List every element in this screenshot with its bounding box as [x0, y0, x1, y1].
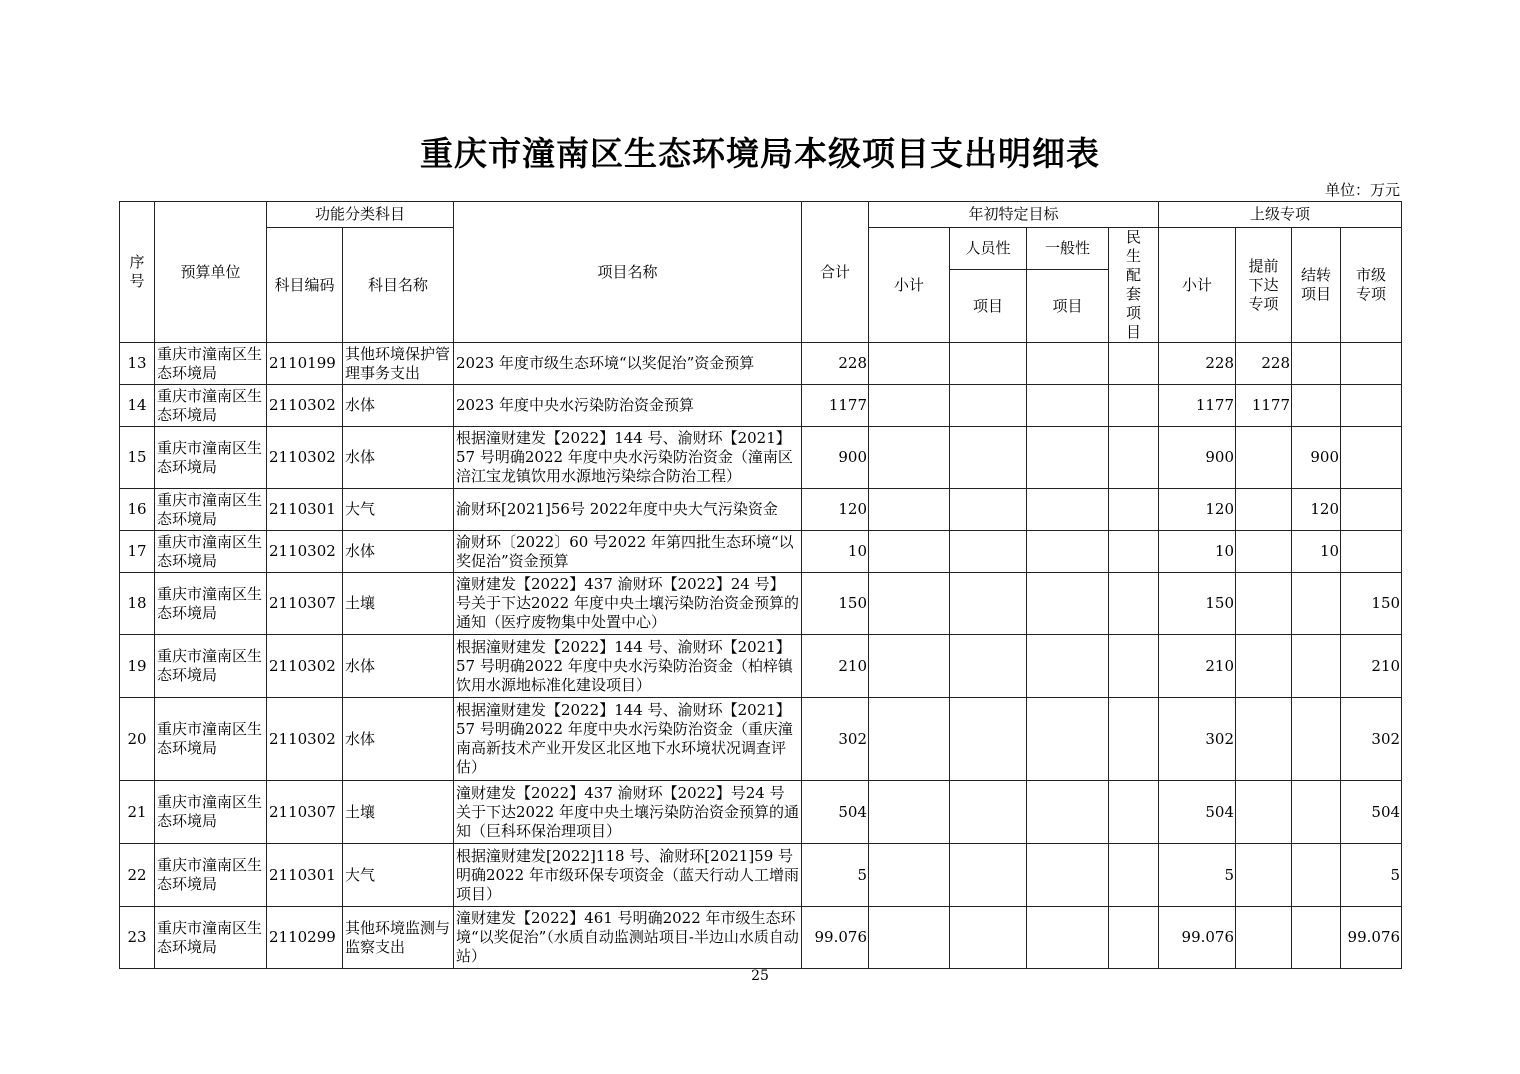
cell-carry: [1292, 781, 1341, 844]
cell-carry: [1292, 698, 1341, 781]
cell-city: 5: [1341, 844, 1402, 907]
cell-sup-sub: 900: [1159, 427, 1236, 489]
cell-project: 2023 年度市级生态环境“以奖促治”资金预算: [454, 343, 802, 385]
cell-advance: [1236, 489, 1292, 531]
cell-code: 2110302: [267, 635, 343, 698]
cell-advance: [1236, 844, 1292, 907]
unit-label: 单位：万元: [1324, 181, 1400, 199]
cell-sub: [869, 385, 950, 427]
cell-live: [1109, 635, 1159, 698]
cell-seq: 19: [120, 635, 155, 698]
cell-sub: [869, 489, 950, 531]
cell-live: [1109, 385, 1159, 427]
cell-subject: 水体: [343, 427, 454, 489]
cell-seq: 18: [120, 573, 155, 635]
cell-subject: 大气: [343, 844, 454, 907]
cell-pers: [950, 343, 1027, 385]
cell-sub: [869, 781, 950, 844]
cell-city: [1341, 343, 1402, 385]
cell-total: 302: [802, 698, 869, 781]
table-row: [120, 573, 1402, 635]
cell-gen: [1027, 427, 1109, 489]
cell-sub: [869, 573, 950, 635]
cell-pers: [950, 385, 1027, 427]
cell-city: 302: [1341, 698, 1402, 781]
cell-total: 99.076: [802, 907, 869, 969]
header-general-project: 项目: [1027, 270, 1109, 343]
page-number: 25: [751, 968, 769, 984]
table-row: [120, 531, 1402, 573]
cell-project: 潼财建发【2022】437 渝财环【2022】号24 号关于下达2022 年度中央土壤污染防治资金预算的通知（巨科环保治理项目）: [454, 781, 802, 844]
cell-live: [1109, 573, 1159, 635]
cell-city: [1341, 385, 1402, 427]
cell-gen: [1027, 531, 1109, 573]
cell-seq: 13: [120, 343, 155, 385]
cell-seq: 16: [120, 489, 155, 531]
cell-pers: [950, 844, 1027, 907]
cell-seq: 22: [120, 844, 155, 907]
cell-pers: [950, 907, 1027, 969]
cell-code: 2110199: [267, 343, 343, 385]
cell-carry: 120: [1292, 489, 1341, 531]
cell-seq: 15: [120, 427, 155, 489]
cell-seq: 20: [120, 698, 155, 781]
cell-carry: [1292, 343, 1341, 385]
cell-carry: 10: [1292, 531, 1341, 573]
cell-live: [1109, 781, 1159, 844]
header-city: 市级专项: [1341, 228, 1402, 343]
cell-project: 根据潼财建发【2022】144 号、渝财环【2021】57 号明确2022 年度中央水污染防治资金（柏梓镇饮用水源地标准化建设项目）: [454, 635, 802, 698]
cell-gen: [1027, 385, 1109, 427]
header-subtotal: 小计: [869, 228, 950, 343]
cell-subject: 水体: [343, 385, 454, 427]
cell-pers: [950, 427, 1027, 489]
cell-project: 2023 年度中央水污染防治资金预算: [454, 385, 802, 427]
cell-gen: [1027, 489, 1109, 531]
cell-sub: [869, 531, 950, 573]
cell-advance: 1177: [1236, 385, 1292, 427]
header-unit: 预算单位: [155, 202, 267, 343]
cell-unit: 重庆市潼南区生态环境局: [155, 573, 267, 635]
cell-sub: [869, 343, 950, 385]
cell-code: 2110307: [267, 781, 343, 844]
cell-gen: [1027, 781, 1109, 844]
cell-live: [1109, 427, 1159, 489]
cell-advance: [1236, 698, 1292, 781]
cell-advance: [1236, 427, 1292, 489]
table-row: [120, 844, 1402, 907]
cell-total: 504: [802, 781, 869, 844]
cell-gen: [1027, 573, 1109, 635]
cell-total: 1177: [802, 385, 869, 427]
header-livelihood: 民生配套项目: [1109, 228, 1159, 343]
cell-seq: 21: [120, 781, 155, 844]
header-seq: 序号: [120, 202, 155, 343]
cell-unit: 重庆市潼南区生态环境局: [155, 844, 267, 907]
cell-city: 504: [1341, 781, 1402, 844]
cell-unit: 重庆市潼南区生态环境局: [155, 635, 267, 698]
page-title: 重庆市潼南区生态环境局本级项目支出明细表: [420, 134, 1100, 173]
header-total: 合计: [802, 202, 869, 343]
cell-subject: 大气: [343, 489, 454, 531]
cell-pers: [950, 698, 1027, 781]
cell-unit: 重庆市潼南区生态环境局: [155, 781, 267, 844]
cell-city: [1341, 531, 1402, 573]
table-row: [120, 698, 1402, 781]
header-subject: 科目名称: [343, 228, 454, 343]
cell-live: [1109, 531, 1159, 573]
cell-code: 2110299: [267, 907, 343, 969]
cell-subject: 水体: [343, 531, 454, 573]
cell-code: 2110302: [267, 698, 343, 781]
cell-gen: [1027, 635, 1109, 698]
cell-advance: [1236, 635, 1292, 698]
header-carryover: 结转项目: [1292, 228, 1341, 343]
cell-unit: 重庆市潼南区生态环境局: [155, 698, 267, 781]
cell-sub: [869, 907, 950, 969]
cell-city: 210: [1341, 635, 1402, 698]
cell-live: [1109, 698, 1159, 781]
cell-seq: 17: [120, 531, 155, 573]
cell-city: [1341, 427, 1402, 489]
header-project: 项目名称: [454, 202, 802, 343]
cell-live: [1109, 489, 1159, 531]
cell-code: 2110307: [267, 573, 343, 635]
cell-city: 150: [1341, 573, 1402, 635]
cell-seq: 23: [120, 907, 155, 969]
cell-subject: 其他环境监测与监察支出: [343, 907, 454, 969]
cell-code: 2110302: [267, 427, 343, 489]
table-row: [120, 343, 1402, 385]
cell-code: 2110301: [267, 844, 343, 907]
cell-total: 210: [802, 635, 869, 698]
cell-city: [1341, 489, 1402, 531]
cell-city: 99.076: [1341, 907, 1402, 969]
cell-live: [1109, 844, 1159, 907]
cell-sup-sub: 228: [1159, 343, 1236, 385]
cell-pers: [950, 531, 1027, 573]
table-row: [120, 781, 1402, 844]
cell-project: 根据潼财建发[2022]118 号、渝财环[2021]59 号明确2022 年市级环保专项资金（蓝天行动人工增雨项目）: [454, 844, 802, 907]
cell-seq: 14: [120, 385, 155, 427]
cell-project: 渝财环[2021]56号 2022年度中央大气污染资金: [454, 489, 802, 531]
cell-sub: [869, 698, 950, 781]
cell-advance: [1236, 573, 1292, 635]
cell-sub: [869, 844, 950, 907]
cell-pers: [950, 489, 1027, 531]
cell-sup-sub: 1177: [1159, 385, 1236, 427]
cell-live: [1109, 343, 1159, 385]
cell-subject: 水体: [343, 635, 454, 698]
cell-subject: 水体: [343, 698, 454, 781]
header-row-1: [120, 202, 1402, 228]
cell-sub: [869, 635, 950, 698]
cell-carry: [1292, 844, 1341, 907]
cell-gen: [1027, 698, 1109, 781]
cell-code: 2110302: [267, 531, 343, 573]
cell-advance: [1236, 531, 1292, 573]
cell-carry: [1292, 907, 1341, 969]
cell-gen: [1027, 343, 1109, 385]
cell-total: 150: [802, 573, 869, 635]
cell-gen: [1027, 844, 1109, 907]
cell-sup-sub: 120: [1159, 489, 1236, 531]
cell-advance: [1236, 781, 1292, 844]
cell-sup-sub: 504: [1159, 781, 1236, 844]
cell-sup-sub: 150: [1159, 573, 1236, 635]
cell-sup-sub: 210: [1159, 635, 1236, 698]
cell-sup-sub: 5: [1159, 844, 1236, 907]
header-personnel: 人员性: [950, 228, 1027, 270]
header-code: 科目编码: [267, 228, 343, 343]
table-row: [120, 385, 1402, 427]
cell-total: 5: [802, 844, 869, 907]
header-func-class: 功能分类科目: [267, 202, 454, 228]
header-initial-target: 年初特定目标: [869, 202, 1159, 228]
cell-advance: 228: [1236, 343, 1292, 385]
header-advance: 提前下达专项: [1236, 228, 1292, 343]
cell-total: 228: [802, 343, 869, 385]
cell-total: 120: [802, 489, 869, 531]
cell-sup-sub: 10: [1159, 531, 1236, 573]
cell-code: 2110301: [267, 489, 343, 531]
header-sup-subtotal: 小计: [1159, 228, 1236, 343]
cell-unit: 重庆市潼南区生态环境局: [155, 531, 267, 573]
cell-pers: [950, 781, 1027, 844]
cell-pers: [950, 573, 1027, 635]
cell-sup-sub: 99.076: [1159, 907, 1236, 969]
cell-advance: [1236, 907, 1292, 969]
cell-project: 根据潼财建发【2022】144 号、渝财环【2021】57 号明确2022 年度中央水污染防治资金（重庆潼南高新技术产业开发区北区地下水环境状况调查评估）: [454, 698, 802, 781]
cell-total: 900: [802, 427, 869, 489]
cell-project: 潼财建发【2022】461 号明确2022 年市级生态环境“以奖促治”（水质自动监测站项目-半边山水质自动站）: [454, 907, 802, 969]
cell-total: 10: [802, 531, 869, 573]
cell-subject: 土壤: [343, 573, 454, 635]
cell-unit: 重庆市潼南区生态环境局: [155, 385, 267, 427]
cell-project: 根据潼财建发【2022】144 号、渝财环【2021】57 号明确2022 年度中央水污染防治资金（潼南区涪江宝龙镇饮用水源地污染综合防治工程）: [454, 427, 802, 489]
header-general: 一般性: [1027, 228, 1109, 270]
cell-unit: 重庆市潼南区生态环境局: [155, 427, 267, 489]
cell-subject: 土壤: [343, 781, 454, 844]
cell-sup-sub: 302: [1159, 698, 1236, 781]
table-row: [120, 907, 1402, 969]
cell-unit: 重庆市潼南区生态环境局: [155, 907, 267, 969]
cell-project: 渝财环〔2022〕60 号2022 年第四批生态环境“以奖促治”资金预算: [454, 531, 802, 573]
cell-carry: 900: [1292, 427, 1341, 489]
table-row: [120, 427, 1402, 489]
table-row: [120, 489, 1402, 531]
cell-project: 潼财建发【2022】437 渝财环【2022】24 号】号关于下达2022 年度中央土壤污染防治资金预算的通知（医疗废物集中处置中心）: [454, 573, 802, 635]
cell-gen: [1027, 907, 1109, 969]
cell-code: 2110302: [267, 385, 343, 427]
cell-carry: [1292, 635, 1341, 698]
cell-pers: [950, 635, 1027, 698]
cell-unit: 重庆市潼南区生态环境局: [155, 489, 267, 531]
header-personnel-project: 项目: [950, 270, 1027, 343]
cell-live: [1109, 907, 1159, 969]
table-row: [120, 635, 1402, 698]
cell-sub: [869, 427, 950, 489]
cell-unit: 重庆市潼南区生态环境局: [155, 343, 267, 385]
cell-carry: [1292, 573, 1341, 635]
header-superior: 上级专项: [1159, 202, 1402, 228]
cell-carry: [1292, 385, 1341, 427]
cell-subject: 其他环境保护管理事务支出: [343, 343, 454, 385]
expenditure-table: [119, 201, 1402, 969]
